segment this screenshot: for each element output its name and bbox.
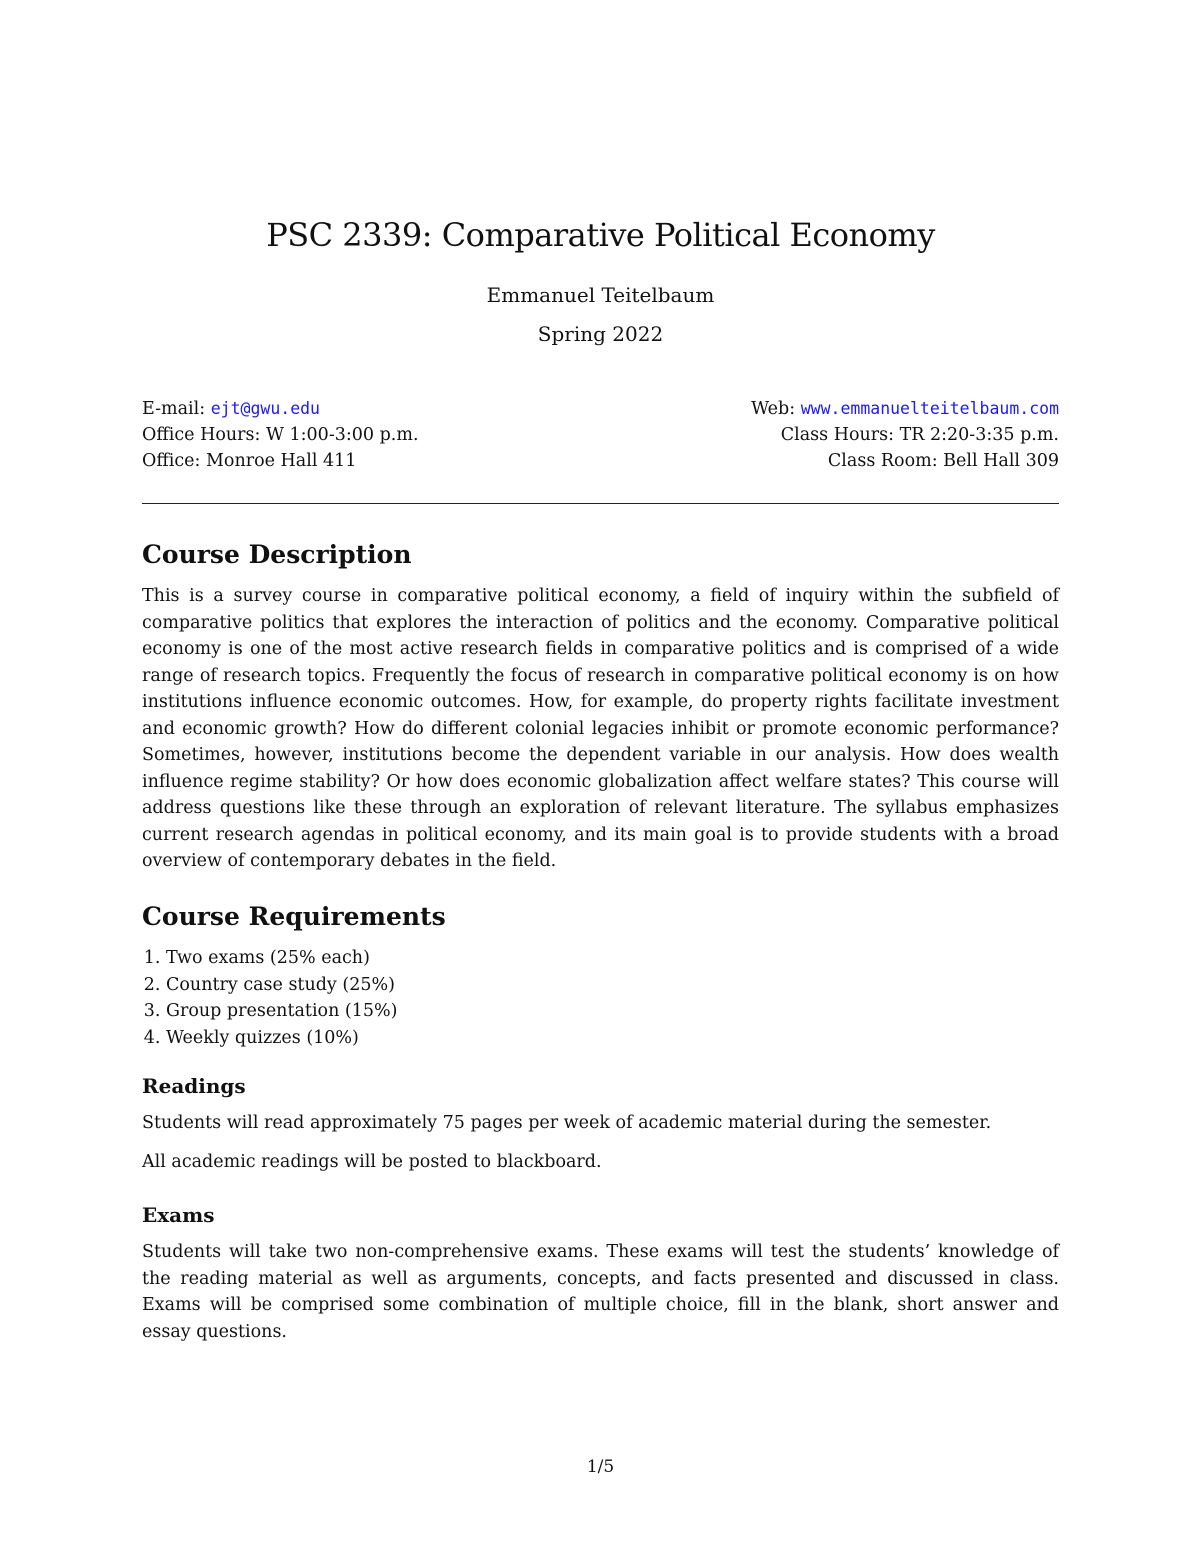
requirement-item: 1. Two exams (25% each) xyxy=(166,945,1059,972)
page-number: 1/5 xyxy=(586,1457,615,1477)
course-description-heading: Course Description xyxy=(142,540,412,569)
exams-text: Students will take two non-comprehensive exams. These exams will test the students’ knowledge of the reading material as well as arguments, concepts, and facts presented and discussed in class. Exams will be comprised some combination of multiple choice, fill in the blank, short answer and essay questions. xyxy=(142,1242,1059,1342)
course-description-text: This is a survey course in comparative political economy, a field of inquiry within the subfield of comparative politics that explores the interaction of politics and the economy. Comparative political economy is one of the most active research fields in comparative politics and is comprised of a wide range of research topics. Frequently the focus of research in comparative political economy is on how institutions influence economic outcomes. How, for example, do property rights facilitate investment and economic growth? How do different colonial legacies inhibit or promote economic performance? Sometimes, however, institutions become the dependent variable in our analysis. How does wealth influence regime stability? Or how does economic globalization affect welfare states? This course will address questions like these through an exploration of relevant literature. The syllabus emphasizes current research agendas in political economy, and its main goal is to provide students with a broad overview of contemporary debates in the field. xyxy=(142,586,1059,871)
email-line xyxy=(142,396,320,422)
divider xyxy=(142,503,1059,504)
office-location: Office: Monroe Hall 411 xyxy=(142,451,357,471)
author-name: Emmanuel Teitelbaum xyxy=(486,283,715,307)
readings-text-1: Students will read approximately 75 pages per week of academic material during the semester. xyxy=(142,1113,992,1133)
course-description-section xyxy=(142,540,1059,875)
requirement-item: 4. Weekly quizzes (10%) xyxy=(166,1025,1059,1052)
contact-row-3 xyxy=(142,448,1059,474)
email-link[interactable]: ejt@gwu.edu xyxy=(210,399,320,418)
office-hours: Office Hours: W 1:00-3:00 p.m. xyxy=(142,425,419,445)
readings-section xyxy=(142,1074,1059,1175)
web-line xyxy=(751,396,1059,422)
readings-heading: Readings xyxy=(142,1074,246,1098)
contact-info xyxy=(142,396,1059,474)
course-requirements-heading: Course Requirements xyxy=(142,902,446,931)
web-label: Web: xyxy=(751,399,796,419)
email-label: E-mail: xyxy=(142,399,206,419)
term: Spring 2022 xyxy=(537,322,664,346)
readings-text-2: All academic readings will be posted to blackboard. xyxy=(142,1151,602,1172)
class-room: Class Room: Bell Hall 309 xyxy=(827,451,1059,471)
contact-row-2 xyxy=(142,422,1059,448)
requirement-item: 2. Country case study (25%) xyxy=(166,972,1059,999)
contact-row-1 xyxy=(142,396,1059,422)
course-requirements-section xyxy=(142,902,1059,1051)
web-link[interactable]: www.emmanuelteitelbaum.com xyxy=(800,399,1059,418)
page-title: PSC 2339: Comparative Political Economy xyxy=(266,216,935,254)
requirements-list xyxy=(142,945,1059,1051)
class-hours: Class Hours: TR 2:20-3:35 p.m. xyxy=(780,425,1059,445)
requirement-item: 3. Group presentation (15%) xyxy=(166,998,1059,1025)
exams-section xyxy=(142,1203,1059,1345)
exams-heading: Exams xyxy=(142,1203,215,1227)
